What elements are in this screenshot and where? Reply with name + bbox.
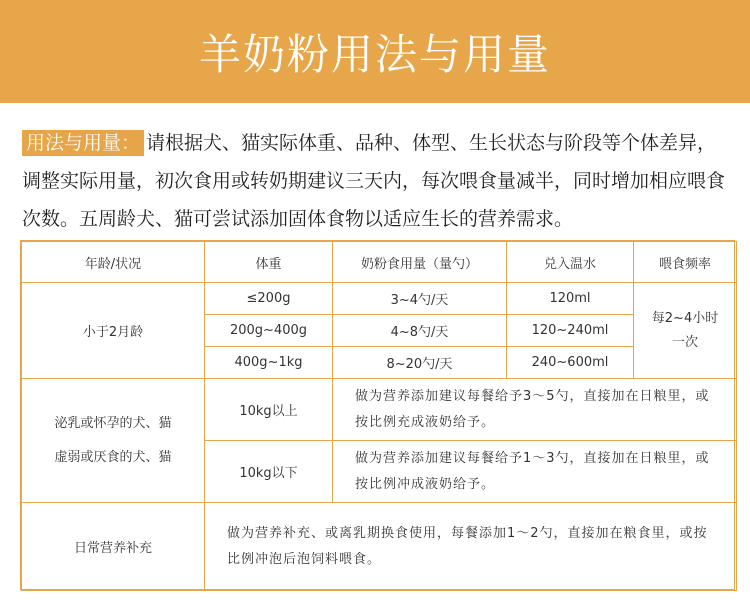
water-cell: 120ml [507, 283, 634, 315]
daily-supplement-label: 日常营养补充 [22, 503, 205, 591]
header-amount: 奶粉食用量（量勺） [333, 242, 507, 283]
lactating-label: 泌乳或怀孕的犬、猫 [54, 415, 172, 431]
header-weight: 体重 [205, 242, 333, 283]
weak-label: 虚弱或厌食的犬、猫 [54, 449, 172, 465]
amount-cell: 4~8勺/天 [333, 315, 507, 347]
usage-intro [22, 124, 734, 238]
intro-text: 请根据犬、猫实际体重、品种、体型、生长状态与阶段等个体差异，调整实际用量，初次食用或转奶期建议三天内，每次喂食量减半，同时增加相应喂食次数。五周龄犬、猫可尝试添加固体食物以适应生长的营养需求。 [22, 132, 726, 230]
header-water: 兑入温水 [507, 242, 634, 283]
table-row [22, 503, 737, 591]
weight-cell: 200g~400g [205, 315, 333, 347]
weight-cell: 10kg以下 [205, 441, 333, 503]
table-row [22, 379, 737, 441]
water-cell: 240~600ml [507, 347, 634, 379]
intro-lead-label: 用法与用量： [22, 130, 144, 156]
weight-cell: ≤200g [205, 283, 333, 315]
note-cell: 做为营养添加建议每餐给予3～5勺，直接加在日粮里，或按比例充成液奶给予。 [333, 379, 737, 441]
header-frequency: 喂食频率 [634, 242, 737, 283]
water-cell: 120~240ml [507, 315, 634, 347]
frequency-cell: 每2~4小时一次 [634, 283, 737, 379]
amount-cell: 8~20勺/天 [333, 347, 507, 379]
page-title: 羊奶粉用法与用量 [198, 29, 551, 79]
table-header-row [22, 242, 737, 283]
age-under-2-months: 小于2月龄 [22, 283, 205, 379]
lactating-weak-label [22, 379, 205, 503]
table-row [22, 283, 737, 315]
note-cell: 做为营养添加建议每餐给予1～3勺，直接加在日粮里，或按比例冲成液奶给予。 [333, 441, 737, 503]
weight-cell: 10kg以上 [205, 379, 333, 441]
title-banner [0, 0, 750, 103]
weight-cell: 400g~1kg [205, 347, 333, 379]
header-age: 年龄/状况 [22, 242, 205, 283]
dosage-table [20, 240, 735, 590]
amount-cell: 3~4勺/天 [333, 283, 507, 315]
note-cell: 做为营养补充、或离乳期换食使用，每餐添加1～2勺，直接加在粮食里，或按比例冲泡后泡饲料喂食。 [205, 503, 737, 591]
